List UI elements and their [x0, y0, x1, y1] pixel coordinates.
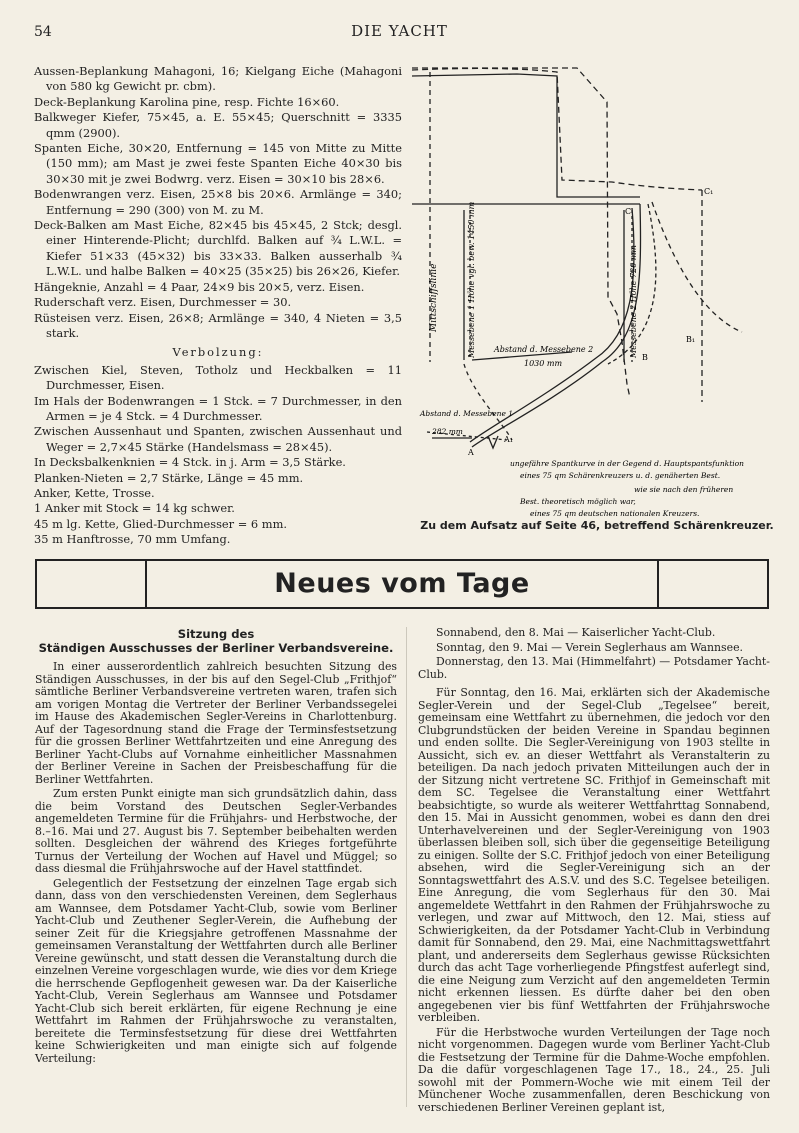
bolt-item: Zwischen Kiel, Steven, Totholz und Heckbalken = 11 Durchmesser, Eisen. [34, 362, 402, 393]
article-title-line1: Sitzung des [177, 627, 255, 641]
bolt-item: 45 m lg. Kette, Glied-Durchmesser = 6 mm. [34, 516, 287, 531]
article-paragraph: Für Sonntag, den 16. Mai, erklärten sich der Akademische Segler-Verein und der Segel-Club „Tegelsee“ bereit, gemeinsam eine Wettfahrt zu übernehmen, die jedoch vor den Clubgrundstücken der beiden Vereine in Spandau beginnen und enden sollte. Die Segler-Vereinigung von 1903 stellte in Aussicht, sich ev. an dieser Wettfahrt als Veranstalterin zu beteiligen. Da nach jedoch privaten Mitteilungen auch der in der Sitzung nicht vertretene SC. Frithjof in Gemeinschaft mit dem SC. Tegelsee die Veranstaltung einer Wettfahrt beabsichtigte, so wurde als weiterer Wettfahrttag Sonnabend, den 15. Mai in Aussicht genommen, wobei es dann den drei Unterhavelvereinen und der Segler-Vereinigung von 1903 überlassen bleiben soll, sich über die gegenseitige Beteiligung zu einigen. Sollte der S.C. Frithjof jedoch von einer Beteiligung absehen, wird die Segler-Vereinigung sich an der Sonntagswettfahrt des A.S.V. und des S.C. Tegelsee beteiligen. Eine Anregung, die vom Seglerhaus für den 30. Mai angemeldete Wettfahrt in den Rahmen der Frühjahrswoche zu verlegen, und zwar auf Mittwoch, den 12. Mai, stiess auf Schwierigkeiten, da der Potsdamer Yacht-Club in Verbindung damit für Sonnabend, den 29. Mai, eine Nachmittagswettfahrt plant, und andererseits dem Seglerhaus gewisse Rücksichten durch das acht Tage vorherliegende Pfingstfest auferlegt sind, die eine Neigung zum Verzicht auf den angemeldeten Termin nicht erkennen liessen. Es dürfte daher bei den oben angegebenen vier bis fünf Wettfahrten der Frühjahrswoche verbleiben. [418, 686, 770, 1024]
specs-subheading: Verbolzung: [172, 345, 264, 360]
label-a1: A₁ [504, 435, 513, 444]
figure-caption: Zu dem Aufsatz auf Seite 46, betreffend Schärenkreuzer. [420, 519, 774, 532]
column-divider [406, 627, 407, 1107]
spec-item: Balkweger Kiefer, 75×45, a. E. 55×45; Querschnitt = 3335 qmm (2900). [34, 110, 402, 140]
figure-note-4: Best. theoretisch möglich war, [520, 497, 636, 506]
label-b1: B₁ [686, 335, 696, 344]
label-abstand-messebene2: Abstand d. Messebene 2 [494, 345, 594, 354]
label-mittschiffslinie: Mittschiffslinie [429, 263, 439, 332]
label-messebene1: Messebene 1 Höhe vgl. bew. 1450 mm [467, 201, 476, 358]
hull-section-figure [412, 62, 782, 527]
hull-section-drawing [412, 62, 782, 527]
spec-item: Deck-Balken am Mast Eiche, 82×45 bis 45×45, 2 Stck; desgl. einer Hinterende-Plicht; durchlfd. Balken auf ¾ L.W.L. = Kiefer 51×33 (45×32) bis 33×33. Balken ausserhalb ¾ L.W.L. und halbe Balken = 40×25 (35×25) bis 26×26, Kiefer. [34, 218, 402, 279]
label-1030: 1030 mm [524, 359, 563, 368]
label-b: B [642, 353, 648, 362]
article-paragraph: Zum ersten Punkt einigte man sich grundsätzlich dahin, dass die beim Vorstand des Deutschen Segler-Verbandes angemeldeten Termine für die Frühjahrs- und Herbstwoche, der 8.–16. Mai und 27. August bis 7. September beibehalten werden sollten. Desgleichen der während des Krieges fortgeführte Turnus der Verteilung der Wochen auf Havel und Müggel; so dass diesmal die Frühjahrswoche auf der Havel stattfindet. [35, 787, 397, 875]
article-column-right [418, 627, 770, 1114]
bolt-item: Planken-Nieten = 2,7 Stärke, Länge = 45 mm. [34, 470, 304, 485]
spec-item: Aussen-Beplankung Mahagoni, 16; Kielgang Eiche (Mahagoni von 580 kg Gewicht pr. cbm). [34, 64, 402, 94]
article-paragraph: Für die Herbstwoche wurden Verteilungen der Tage noch nicht vorgenommen. Dagegen wurde vom Berliner Yacht-Club die Festsetzung der Termine für die Dahme-Woche empfohlen. Da die dafür vorgeschlagenen Tage 17., 18., 24., 25. Juli sowohl mit der Pommern-Woche wie mit einem Teil der Münchener Woche zusammenfallen, deren Beschickung von verschiedenen Berliner Vereinen geplant ist, [418, 1025, 770, 1114]
figure-note-5: eines 75 qm deutschen nationalen Kreuzers. [530, 509, 700, 518]
spec-item: Hängeknie, Anzahl = 4 Paar, 24×9 bis 20×5, verz. Eisen. [34, 279, 365, 294]
bolt-item: Zwischen Aussenhaut und Spanten, zwischen Aussenhaut und Weger = 2,7×45 Stärke (Handelsmass = 28×45). [34, 424, 402, 454]
banner-right-cell [657, 561, 767, 607]
figure-note-2: eines 75 qm Schärenkreuzers u. d. genäherten Best. [520, 471, 721, 480]
schedule-item: Sonntag, den 9. Mai — Verein Seglerhaus am Wannsee. [436, 640, 743, 654]
spec-item: Ruderschaft verz. Eisen, Durchmesser = 30. [34, 295, 292, 310]
bolt-item: Im Hals der Bodenwrangen = 1 Stck. = 7 Durchmesser, in den Armen = je 4 Stck. = 4 Durchmesser. [34, 393, 402, 423]
label-a: A [468, 448, 474, 457]
schedule-item: Sonnabend, den 8. Mai — Kaiserlicher Yacht-Club. [436, 626, 716, 639]
section-banner [35, 559, 769, 609]
spec-item: Spanten Eiche, 30×20, Entfernung = 145 von Mitte zu Mitte (150 mm); am Mast je zwei feste Spanten Eiche 40×30 bis 30×30 mit je zwei Bodwrg. verz. Eisen = 30×10 bis 28×6. [34, 141, 402, 186]
spec-item: Deck-Beplankung Karolina pine, resp. Fichte 16×60. [34, 94, 340, 109]
article-paragraph: Gelegentlich der Festsetzung der einzelnen Tage ergab sich dann, dass von den verschiedensten Vereinen, dem Seglerhaus am Wannsee, dem Potsdamer Yacht-Club, sowie vom Berliner Yacht-Club und Zeuthener Segler-Verein, die Aufhebung der seiner Zeit für die Kriegsjahre getroffenen Massnahme der gemeinsamen Veranstaltung der Wettfahrten durch alle Berliner Vereine gewünscht, und statt dessen die Veranstaltung durch die einzelnen Vereine vorgeschlagen wurde, wie dies vor dem Kriege die herrschende Gepflogenheit gewesen war. Da der Kaiserliche Yacht-Club, Verein Seglerhaus am Wannsee und Potsdamer Yacht-Club sich bereit erklärten, für eigene Rechnung je eine Wettfahrt im Rahmen der Frühjahrswoche zu veranstalten, bereitete die Terminsfestsetzung für diese drei Wettfahrten keine Schwierigkeiten und man einigte sich auf folgende Verteilung: [35, 876, 397, 1065]
running-title: DIE YACHT [351, 22, 448, 40]
deckhouse-outline [412, 74, 640, 197]
label-messebene2: Messebene 2 Höhe 720 mm [629, 245, 638, 358]
article-paragraph: In einer ausserordentlich zahlreich besuchten Sitzung des Ständigen Ausschusses, in der bis auf den Segel-Club „Frithjof“ sämtliche Berliner Verbandsvereine vertreten waren, trafen sich am vorigen Montag die Vertreter der Berliner Verbandssegelei im Hause des Akademischen Segler-Vereins in Charlottenburg. Auf der Tagesordnung stand die Frage der Terminsfestsetzung für die grossen Berliner Wettfahrtzeiten und eine Anregung des Berliner Yacht-Clubs auf Vornahme einheitlicher Massnahmen der Berliner Vereine in Sachen der Preisbeschaffung für die Berliner Wettfahrten. [35, 660, 397, 786]
label-c1: C₁ [704, 187, 714, 196]
schedule-item: Donnerstag, den 13. Mai (Himmelfahrt) — Potsdamer Yacht-Club. [418, 655, 770, 681]
label-282: 282 mm [432, 427, 463, 436]
page-number: 54 [34, 24, 52, 40]
figure-note-1: ungefähre Spantkurve in der Gegend d. Hauptspantsfunktion [510, 459, 744, 468]
figure-note-3: wie sie nach den früheren [634, 485, 734, 494]
specifications-list [34, 64, 402, 548]
bolt-item: Anker, Kette, Trosse. [34, 485, 155, 500]
section-title: Neues vom Tage [274, 568, 530, 599]
bolt-item: 1 Anker mit Stock = 14 kg schwer. [34, 501, 235, 516]
label-c: C [625, 207, 632, 216]
article-column-left [35, 627, 397, 1065]
article-title-line2: Ständigen Ausschusses der Berliner Verbandsvereine. [38, 641, 394, 655]
spec-item: Rüsteisen verz. Eisen, 26×8; Armlänge = 340, 4 Nieten = 3,5 stark. [34, 310, 402, 340]
banner-left-cell [37, 561, 147, 607]
bolt-item: 35 m Hanftrosse, 70 mm Umfang. [34, 532, 231, 547]
article-title [35, 627, 397, 655]
spec-item: Bodenwrangen verz. Eisen, 25×8 bis 20×6. Armlänge = 340; Entfernung = 290 (300) von M. zu M. [34, 187, 402, 217]
label-abstand-messebene1: Abstand d. Messebene 1 [420, 409, 514, 418]
bolt-item: In Decksbalkenknien = 4 Stck. in j. Arm = 3,5 Stärke. [34, 455, 346, 470]
alt-section-curve [652, 202, 742, 332]
